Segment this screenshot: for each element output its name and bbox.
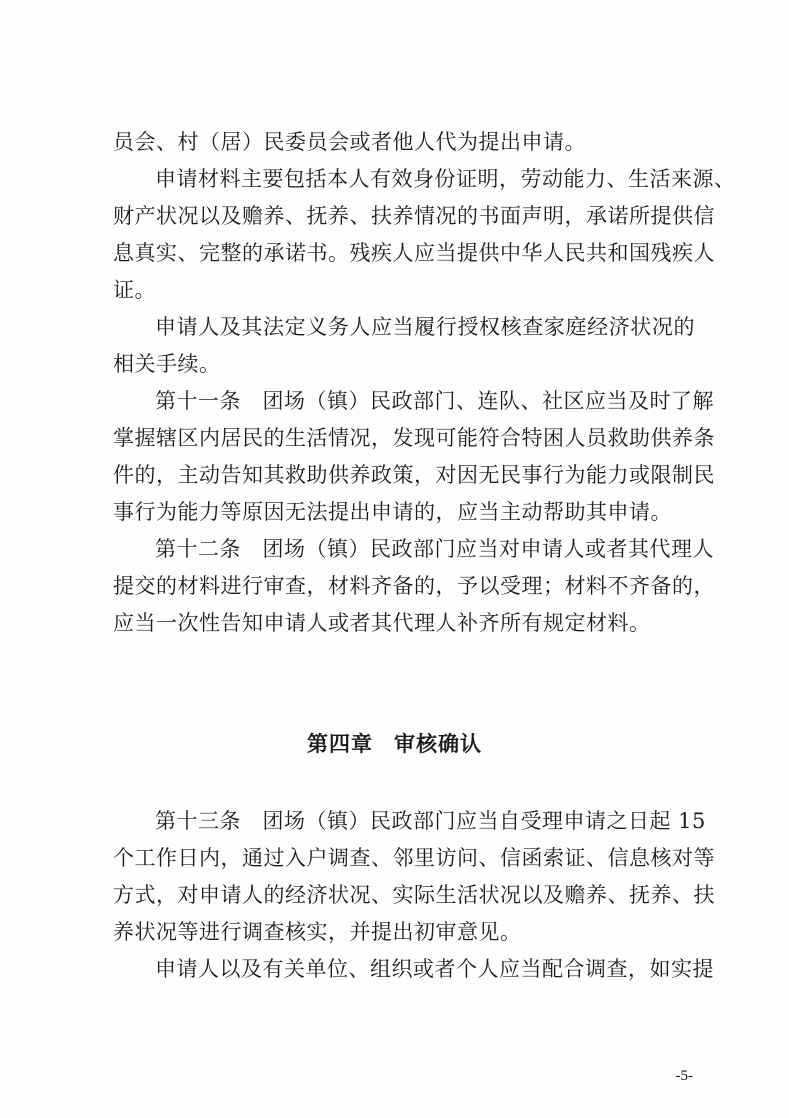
text-line: 申请材料主要包括本人有效身份证明，劳动能力、生活来源、 — [155, 167, 736, 191]
text-line: 应当一次性告知申请人或者其代理人补齐所有规定材料。 — [113, 611, 651, 635]
text-line: 养状况等进行调查核实，并提出初审意见。 — [113, 920, 522, 944]
paragraph-continuation — [113, 124, 695, 161]
article-13 — [113, 803, 715, 951]
text-line: 第十一条 团场（镇）民政部门、连队、社区应当及时了解 — [155, 389, 714, 413]
text-line: 件的，主动告知其救助供养政策，对因无民事行为能力或限制民 — [113, 463, 715, 487]
text-line: 掌握辖区内居民的生活情况，发现可能符合特困人员救助供养条 — [113, 426, 715, 450]
text-line: 第十二条 团场（镇）民政部门应当对申请人或者其代理人 — [155, 537, 714, 561]
page-number: -5- — [675, 1068, 693, 1084]
text-line: 方式，对申请人的经济状况、实际生活状况以及赡养、抚养、扶 — [113, 883, 715, 907]
text-line: 提交的材料进行审查，材料齐备的，予以受理；材料不齐备的， — [113, 574, 715, 598]
text-line: 证。 — [113, 278, 156, 302]
paragraph-cooperation — [113, 951, 714, 988]
text-line: 员会、村（居）民委员会或者他人代为提出申请。 — [113, 130, 586, 154]
text-line: 个工作日内，通过入户调查、邻里访问、信函索证、信息核对等 — [113, 846, 715, 870]
chapter-heading — [0, 728, 789, 758]
text-line: 相关手续。 — [113, 352, 221, 376]
text-line: 第十三条 团场（镇）民政部门应当自受理申请之日起 15 — [155, 809, 706, 833]
paragraph-authorization — [113, 309, 695, 383]
paragraph-application-materials — [113, 161, 736, 309]
text-line: 息真实、完整的承诺书。残疾人应当提供中华人民共和国残疾人 — [113, 241, 715, 265]
article-11 — [113, 383, 715, 531]
article-12 — [113, 531, 715, 642]
text-line: 事行为能力等原因无法提出申请的，应当主动帮助其申请。 — [113, 500, 672, 524]
chapter-number: 第四章 — [307, 732, 373, 756]
text-line: 财产状况以及赡养、抚养、扶养情况的书面声明，承诺所提供信 — [113, 204, 715, 228]
chapter-title: 审核确认 — [394, 732, 482, 756]
text-line: 申请人以及有关单位、组织或者个人应当配合调查，如实提 — [155, 957, 714, 981]
text-line: 申请人及其法定义务人应当履行授权核查家庭经济状况的 — [155, 315, 695, 339]
body-block-1 — [113, 124, 736, 642]
body-block-2 — [113, 803, 715, 988]
